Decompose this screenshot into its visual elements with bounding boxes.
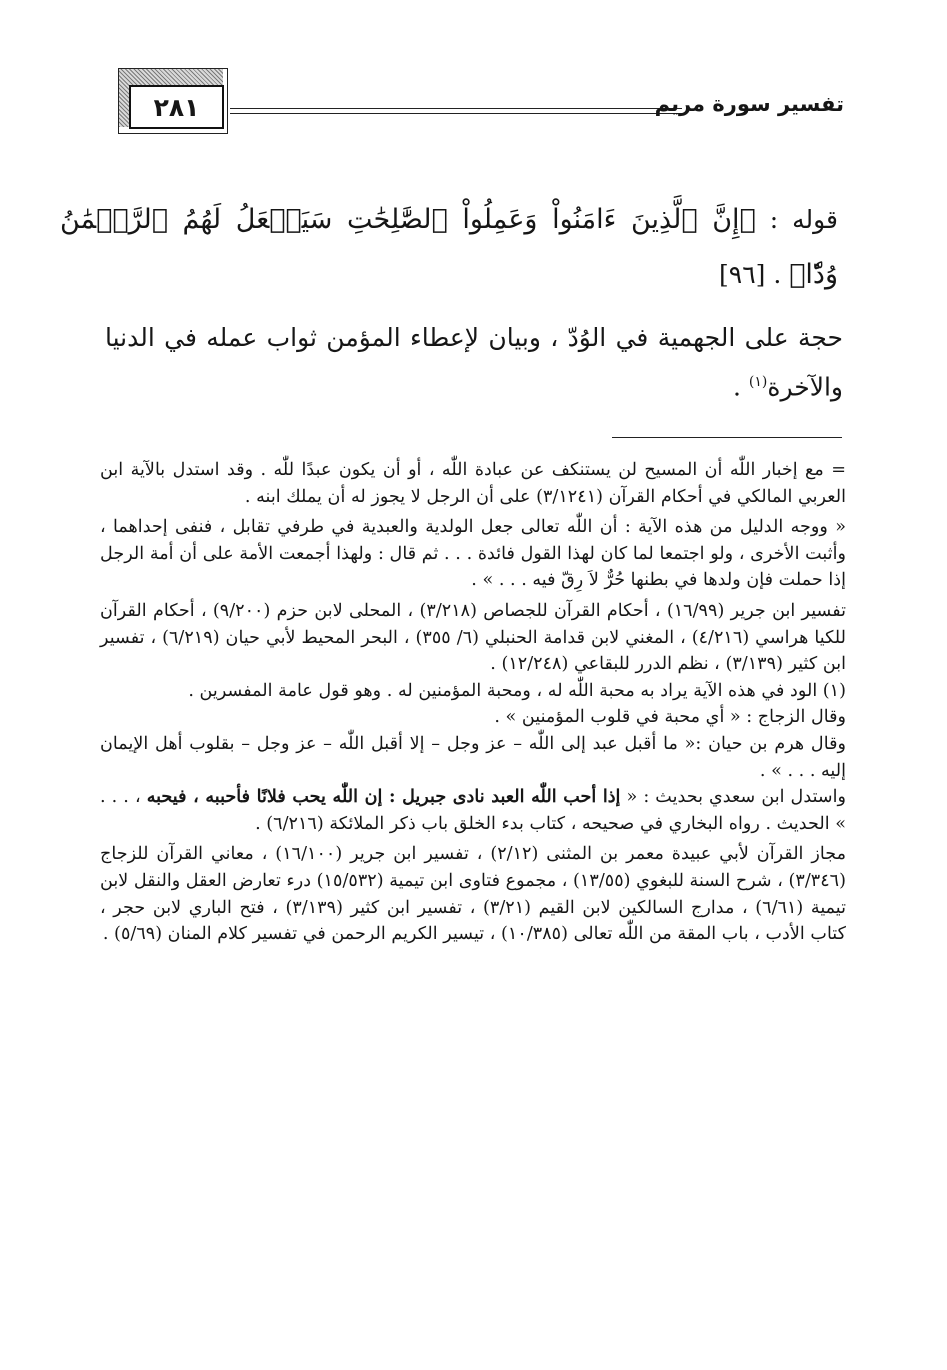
footnote-saadi [100,784,846,837]
footnote-1: (١) الود في هذه الآية يراد به محبة اللّٰه له ، ومحبة المؤمنين له . وهو قول عامة المفسرين . [188,680,846,701]
footnote-ref-1: (١) [748,374,768,390]
main-paragraph [105,316,843,409]
page-header [118,68,844,138]
hadith-text: إذا أحب اللّٰه العبد نادى جبريل : إن اللّٰه يحب فلانًا فأحببه ، فيحبه [146,786,621,808]
header-rule [230,108,682,114]
footnote-harim: وقال هرم بن حيان :« ما أقبل عبد إلى اللّٰه – عز وجل – إلا أقبل اللّٰه – عز وجل – بقلوب أهل الإيمان إليه . . . » . [100,733,846,781]
footnote-zajjaj: وقال الزجاج : « أي محبة في قلوب المؤمنين » . [494,707,846,728]
footnotes [100,457,846,948]
verse-lead: قوله : [755,205,838,234]
quran-verse: ﴿إِنَّ ٱلَّذِينَ ءَامَنُواْ وَعَمِلُواْ ٱلصَّٰلِحَٰتِ سَيَجۡعَلُ لَهُمُ ٱلرَّحۡمَٰنُ وُدّٗا﴾ [60,204,838,290]
footnote-1-sources: مجاز القرآن لأبي عبيدة معمر بن المثنى (٢/١٢) ، تفسير ابن جرير (١٦/١٠٠) ، معاني القرآن للزجاج (٣/٣٤٦) ، شرح السنة للبغوي (١٣/٥٥) ، مجموع فتاوى ابن تيمية (١٥/٥٣٢) درء تعارض العقل والنقل لابن تيمية (٦/٦١) ، مدارج السالكين لابن القيم (٣/٢١) ، تفسير ابن كثير (٣/١٣٩) ، فتح الباري لابن حجر ، كتاب الأدب ، باب المقة من اللّٰه تعالى (١٠/٣٨٥) ، تيسير الكريم الرحمن في تفسير كلام المنان (٥/٦٩) . [100,844,847,945]
main-text: حجة على الجهمية في الوُدّ ، وبيان لإعطاء المؤمن ثواب عمله في الدنيا والآخرة [105,323,843,402]
verse-paragraph [60,192,838,302]
footnote-continuation-1: = مع إخبار اللّٰه أن المسيح لن يستنكف عن عبادة اللّٰه ، أو أن يكون عبدًا للّٰه . وقد استدل بالآية ابن العربي المالكي في أحكام القرآن (٣/١٢٤١) على أن الرجل لا يجوز له أن يملك ابنه . [100,460,846,507]
running-title: تفسير سورة مريم [654,92,844,116]
footnote-separator [612,437,842,438]
page-number-box [118,68,228,134]
saadi-tail: ، . . . » الحديث . رواه البخاري في صحيحه ، كتاب بدء الخلق باب ذكر الملائكة (٦/٢١٦) . [100,787,846,834]
main-end: . [733,372,749,402]
footnote-sources: تفسير ابن جرير (١٦/٩٩) ، أحكام القرآن للجصاص (٣/٢١٨) ، المحلى لابن حزم (٩/٢٠٠) ، أحكام القرآن للكيا هراسي (٤/٢١٦) ، المغني لابن قدامة الحنبلي (٦/ ٣٥٥) ، البحر المحيط لأبي حيان (٦/٢١٩) ، تفسير ابن كثير (٣/١٣٩) ، نظم الدرر للبقاعي (١٢/٢٤٨) . [100,600,847,675]
verse-reference: . [٩٦] [719,260,790,289]
saadi-lead: واستدل ابن سعدي بحديث : « [620,787,847,808]
page-number: ٢٨١ [129,85,224,129]
footnote-quote: « ووجه الدليل من هذه الآية : أن اللّٰه تعالى جعل الولدية والعبدية في طرفي تقابل ، فنفى إحداهما ، وأثبت الأخرى ، ولو اجتمعا لما كان لهذا القول فائدة . . . ثم قال : ولهذا أجمعت الأمة على أن أمة الرجل إذا حملت فإن ولدها في بطنها حُرٌّ لاَ رِقّ فيه . . . » . [100,517,846,591]
